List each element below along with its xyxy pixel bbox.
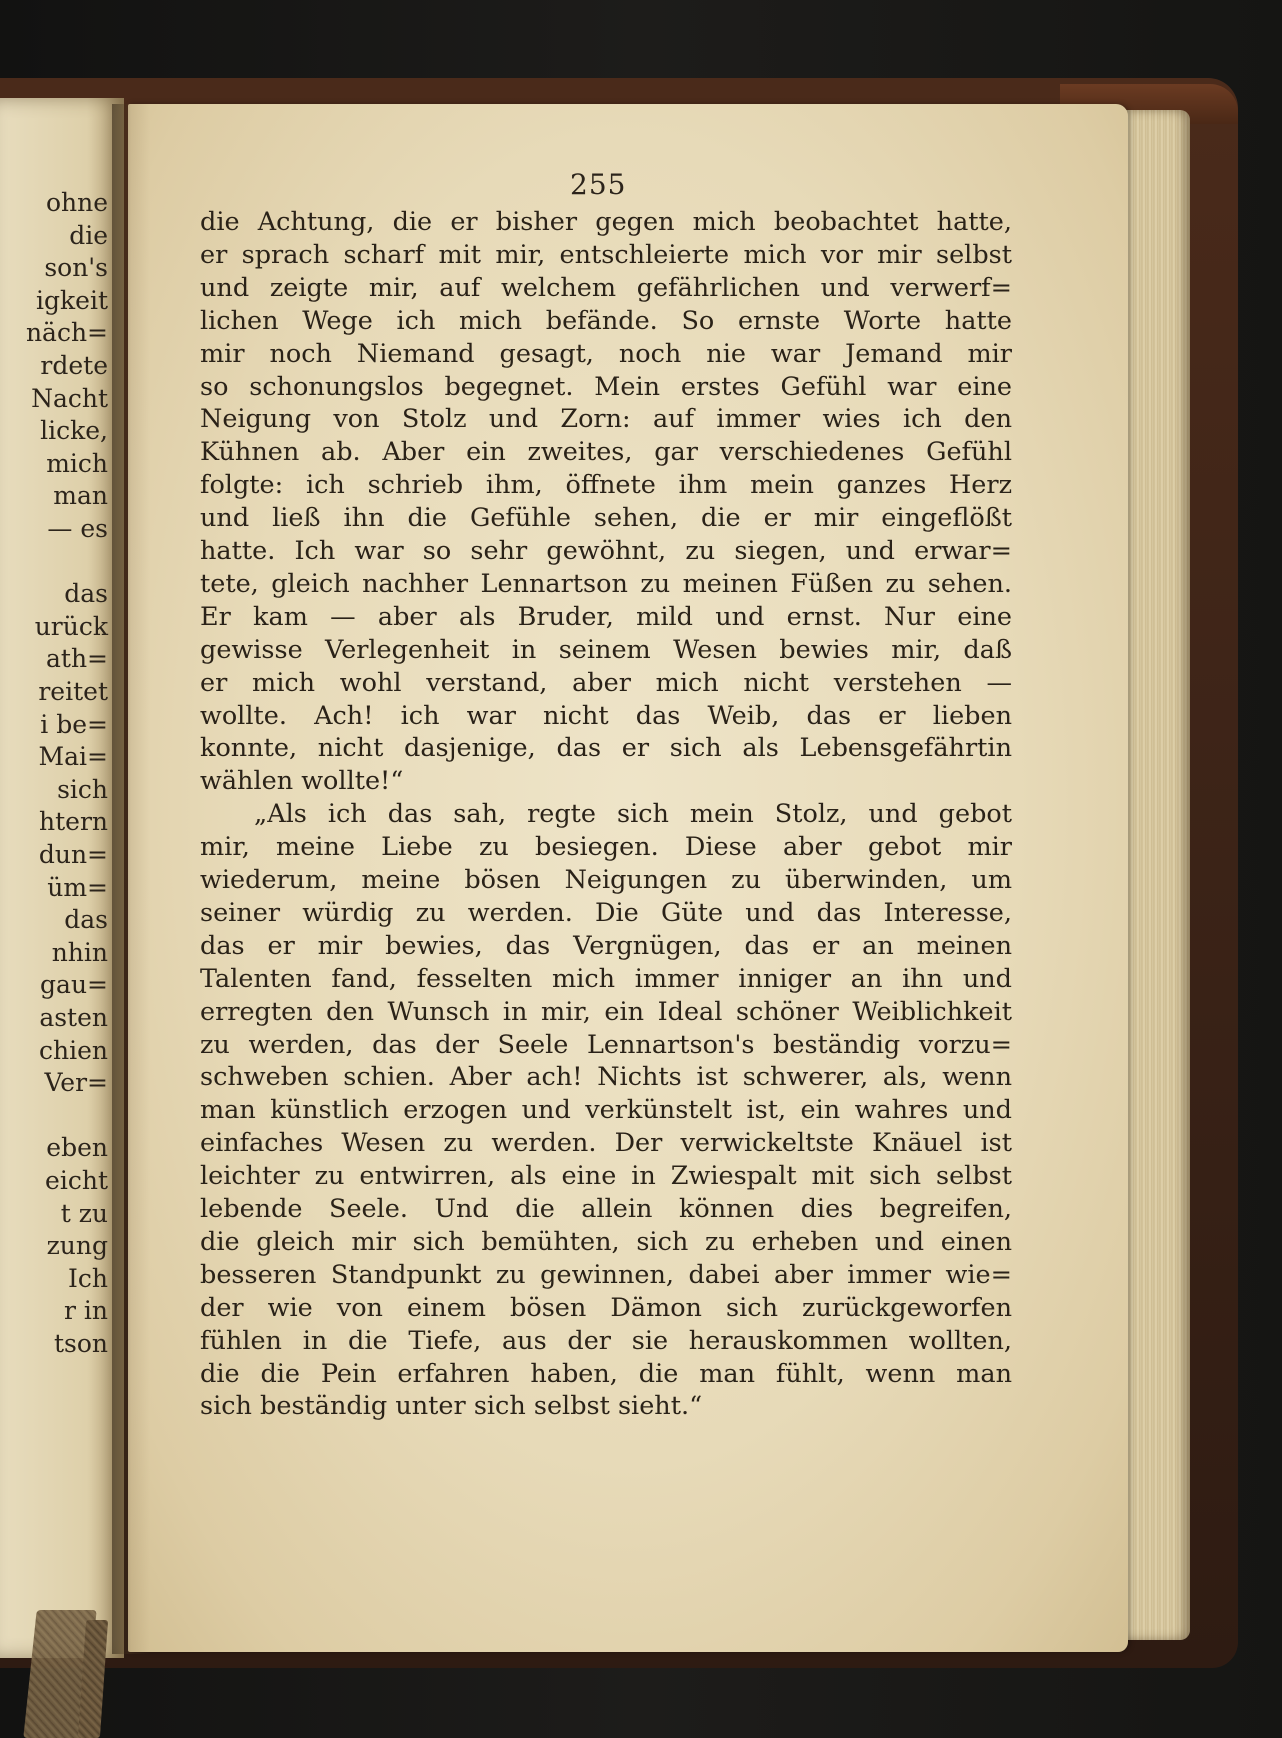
left-page-line: Nacht bbox=[31, 383, 108, 413]
left-page-line: man bbox=[53, 481, 108, 511]
text-line: seiner würdig zu werden. Die Güte und das Interesse, bbox=[200, 897, 1012, 928]
text-line: mir noch Niemand gesagt, noch nie war Jemand mir bbox=[200, 338, 1012, 369]
text-line: das er mir bewies, das Vergnügen, das er an meinen bbox=[200, 930, 1012, 961]
left-page-line: htern bbox=[39, 807, 108, 837]
text-line: der wie von einem bösen Dämon sich zurückgeworfen bbox=[200, 1292, 1012, 1323]
left-page-line: näch= bbox=[25, 318, 108, 348]
text-line: wollte. Ach! ich war nicht das Weib, das er lieben bbox=[200, 700, 1012, 731]
text-line: besseren Standpunkt zu gewinnen, dabei aber immer wie= bbox=[200, 1259, 1012, 1290]
text-line: man künstlich erzogen und verkünstelt ist, ein wahres und bbox=[200, 1095, 1012, 1126]
left-page-line: r in bbox=[64, 1296, 108, 1326]
left-page-line: Mai= bbox=[38, 742, 108, 772]
left-page-line: tson bbox=[53, 1329, 108, 1358]
text-line: die Achtung, die er bisher gegen mich beobachtet hatte, bbox=[200, 207, 1012, 237]
text-line: Neigung von Stolz und Zorn: auf immer wies ich den bbox=[200, 404, 1012, 435]
page-number: 255 bbox=[570, 168, 627, 201]
text-line: Kühnen ab. Aber ein zweites, gar verschiedenes Gefühl bbox=[200, 437, 1012, 468]
text-line: fühlen in die Tiefe, aus der sie herauskommen wollten, bbox=[200, 1325, 1012, 1356]
left-page-line: urück bbox=[34, 611, 108, 641]
text-line: und zeigte mir, auf welchem gefährlichen und verwerf= bbox=[200, 272, 1012, 303]
left-page-line: ath= bbox=[46, 644, 108, 674]
left-page-line: — es bbox=[47, 514, 108, 543]
left-page-line: gau= bbox=[40, 970, 108, 1000]
text-line: mir, meine Liebe zu besiegen. Diese aber gebot mir bbox=[200, 832, 1012, 863]
text-line: lebende Seele. Und die allein können dies begreifen, bbox=[200, 1194, 1012, 1224]
left-page bbox=[0, 98, 124, 1658]
text-line: tete, gleich nachher Lennartson zu meinen Füßen zu sehen. bbox=[200, 568, 1012, 599]
left-page-line: igkeit bbox=[36, 285, 108, 315]
text-line: er mich wohl verstand, aber mich nicht verstehen — bbox=[200, 667, 1012, 698]
text-line: wiederum, meine bösen Neigungen zu überwinden, um bbox=[200, 865, 1012, 895]
left-page-line: nhin bbox=[51, 937, 108, 967]
left-page-line: das bbox=[64, 905, 108, 935]
left-page-line: das bbox=[64, 579, 108, 609]
text-line: folgte: ich schrieb ihm, öffnete ihm mein ganzes Herz bbox=[200, 470, 1012, 501]
text-line: „Als ich das sah, regte sich mein Stolz, und gebot bbox=[254, 799, 1012, 830]
text-line: gewisse Verlegenheit in seinem Wesen bewies mir, daß bbox=[200, 634, 1012, 665]
text-line: so schonungslos begegnet. Mein erstes Gefühl war eine bbox=[200, 371, 1012, 402]
text-line: zu werden, das der Seele Lennartson's beständig vorzu= bbox=[200, 1029, 1012, 1060]
left-page-line: rdete bbox=[40, 351, 108, 380]
text-line: schweben schien. Aber ach! Nichts ist schwerer, als, wenn bbox=[200, 1062, 1012, 1093]
text-line: hatte. Ich war so sehr gewöhnt, zu siegen, und erwar= bbox=[200, 536, 1012, 566]
text-line: die die Pein erfahren haben, die man fühlt, wenn man bbox=[200, 1358, 1012, 1389]
text-line: Talenten fand, fesselten mich immer inniger an ihn und bbox=[200, 963, 1012, 994]
left-page-line: asten bbox=[39, 1003, 108, 1032]
text-line: Er kam — aber als Bruder, mild und ernst. Nur eine bbox=[200, 601, 1012, 632]
left-page-line: sich bbox=[57, 774, 108, 804]
left-page-line: die bbox=[69, 220, 108, 250]
left-page-line: reitet bbox=[38, 677, 108, 706]
text-line: wählen wollte!“ bbox=[200, 766, 404, 797]
left-page-line: chien bbox=[39, 1035, 108, 1065]
left-page-line: t zu bbox=[60, 1198, 108, 1228]
left-page-line: eben bbox=[46, 1133, 108, 1163]
text-line: lichen Wege ich mich befände. So ernste Worte hatte bbox=[200, 305, 1012, 336]
text-line: sich beständig unter sich selbst sieht.“ bbox=[200, 1391, 703, 1422]
left-page-line: dun= bbox=[38, 840, 108, 869]
text-line: und ließ ihn die Gefühle sehen, die er mir eingeflößt bbox=[200, 503, 1012, 534]
text-line: er sprach scharf mit mir, entschleierte mich vor mir selbst bbox=[200, 239, 1012, 270]
text-line: die gleich mir sich bemühten, sich zu erheben und einen bbox=[200, 1226, 1012, 1257]
left-page-line: licke, bbox=[40, 416, 108, 446]
left-page-line: Ich bbox=[68, 1263, 108, 1293]
left-page-line: ohne bbox=[45, 188, 108, 217]
left-page-line: eicht bbox=[45, 1166, 108, 1195]
left-page-line: zung bbox=[46, 1231, 108, 1261]
left-page-line: son's bbox=[44, 253, 108, 283]
left-page-line: mich bbox=[46, 448, 108, 478]
left-page-line: üm= bbox=[47, 872, 108, 902]
left-page-line: Ver= bbox=[44, 1068, 108, 1098]
text-line: konnte, nicht dasjenige, das er sich als Lebensgefährtin bbox=[200, 733, 1012, 764]
text-line: erregten den Wunsch in mir, ein Ideal schöner Weiblichkeit bbox=[200, 996, 1012, 1027]
text-line: einfaches Wesen zu werden. Der verwickeltste Knäuel ist bbox=[200, 1128, 1012, 1159]
left-page-line: i be= bbox=[40, 709, 108, 739]
text-line: leichter zu entwirren, als eine in Zwiespalt mit sich selbst bbox=[200, 1161, 1012, 1192]
